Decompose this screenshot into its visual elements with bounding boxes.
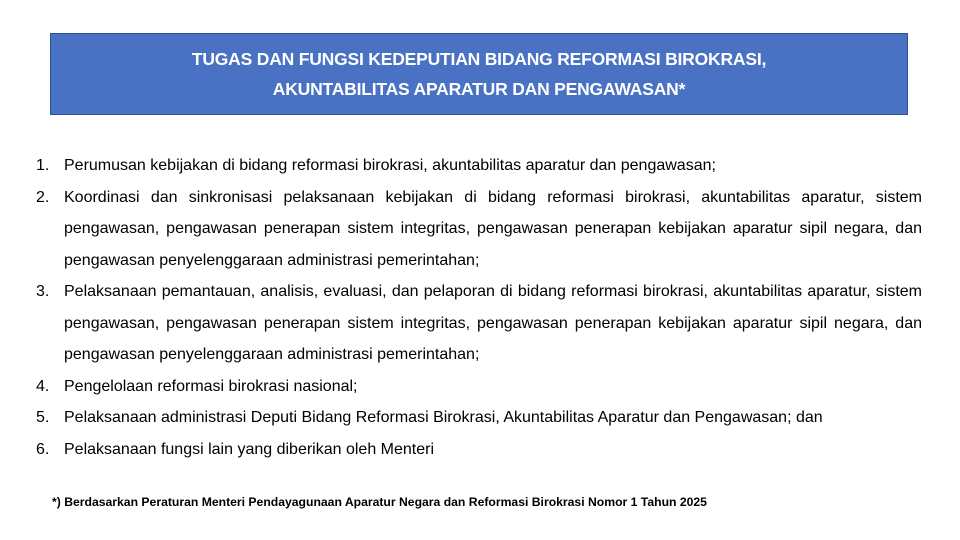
list-item [36, 371, 922, 403]
item-text: Pengelolaan reformasi birokrasi nasional; [64, 377, 358, 395]
duties-list [36, 150, 922, 465]
item-number: 6. [36, 440, 50, 458]
item-text: Perumusan kebijakan di bidang reformasi birokrasi, akuntabilitas aparatur dan pengawasan; [64, 157, 716, 174]
list-item [36, 402, 922, 434]
title-line-1: TUGAS DAN FUNGSI KEDEPUTIAN BIDANG REFORMASI BIROKRASI, [191, 49, 767, 69]
item-number: 2. [36, 188, 50, 206]
item-text: Pelaksanaan pemantauan, analisis, evaluasi, dan pelaporan di bidang reformasi birokrasi, akuntabilitas aparatur, sistem pengawasan, pengawasan penerapan sistem integritas, pengawasan penerapan kebijakan aparatur sipil negara, dan pengawasan penyelenggaraan administrasi pemerintahan; [64, 283, 922, 363]
title-line-2: AKUNTABILITAS APARATUR DAN PENGAWASAN* [272, 79, 686, 99]
list-item [36, 434, 922, 466]
item-number: 1. [36, 157, 50, 174]
item-text: Pelaksanaan administrasi Deputi Bidang Reformasi Birokrasi, Akuntabilitas Aparatur dan Pengawasan; dan [64, 409, 823, 426]
footnote: *) Berdasarkan Peraturan Menteri Pendayagunaan Aparatur Negara dan Reformasi Birokrasi Nomor 1 Tahun 2025 [52, 495, 707, 509]
title-banner [50, 33, 908, 115]
item-number: 5. [36, 409, 50, 426]
item-text: Koordinasi dan sinkronisasi pelaksanaan kebijakan di bidang reformasi birokrasi, akuntabilitas aparatur, sistem pengawasan, pengawasan penerapan sistem integritas, pengawasan penerapan kebijakan aparatur sipil negara, dan pengawasan penyelenggaraan administrasi pemerintahan; [64, 188, 922, 269]
list-item [36, 182, 922, 277]
list-item [36, 276, 922, 371]
item-text: Pelaksanaan fungsi lain yang diberikan oleh Menteri [64, 440, 435, 458]
list-item [36, 150, 922, 182]
item-number: 4. [36, 377, 50, 395]
item-number: 3. [36, 283, 50, 300]
